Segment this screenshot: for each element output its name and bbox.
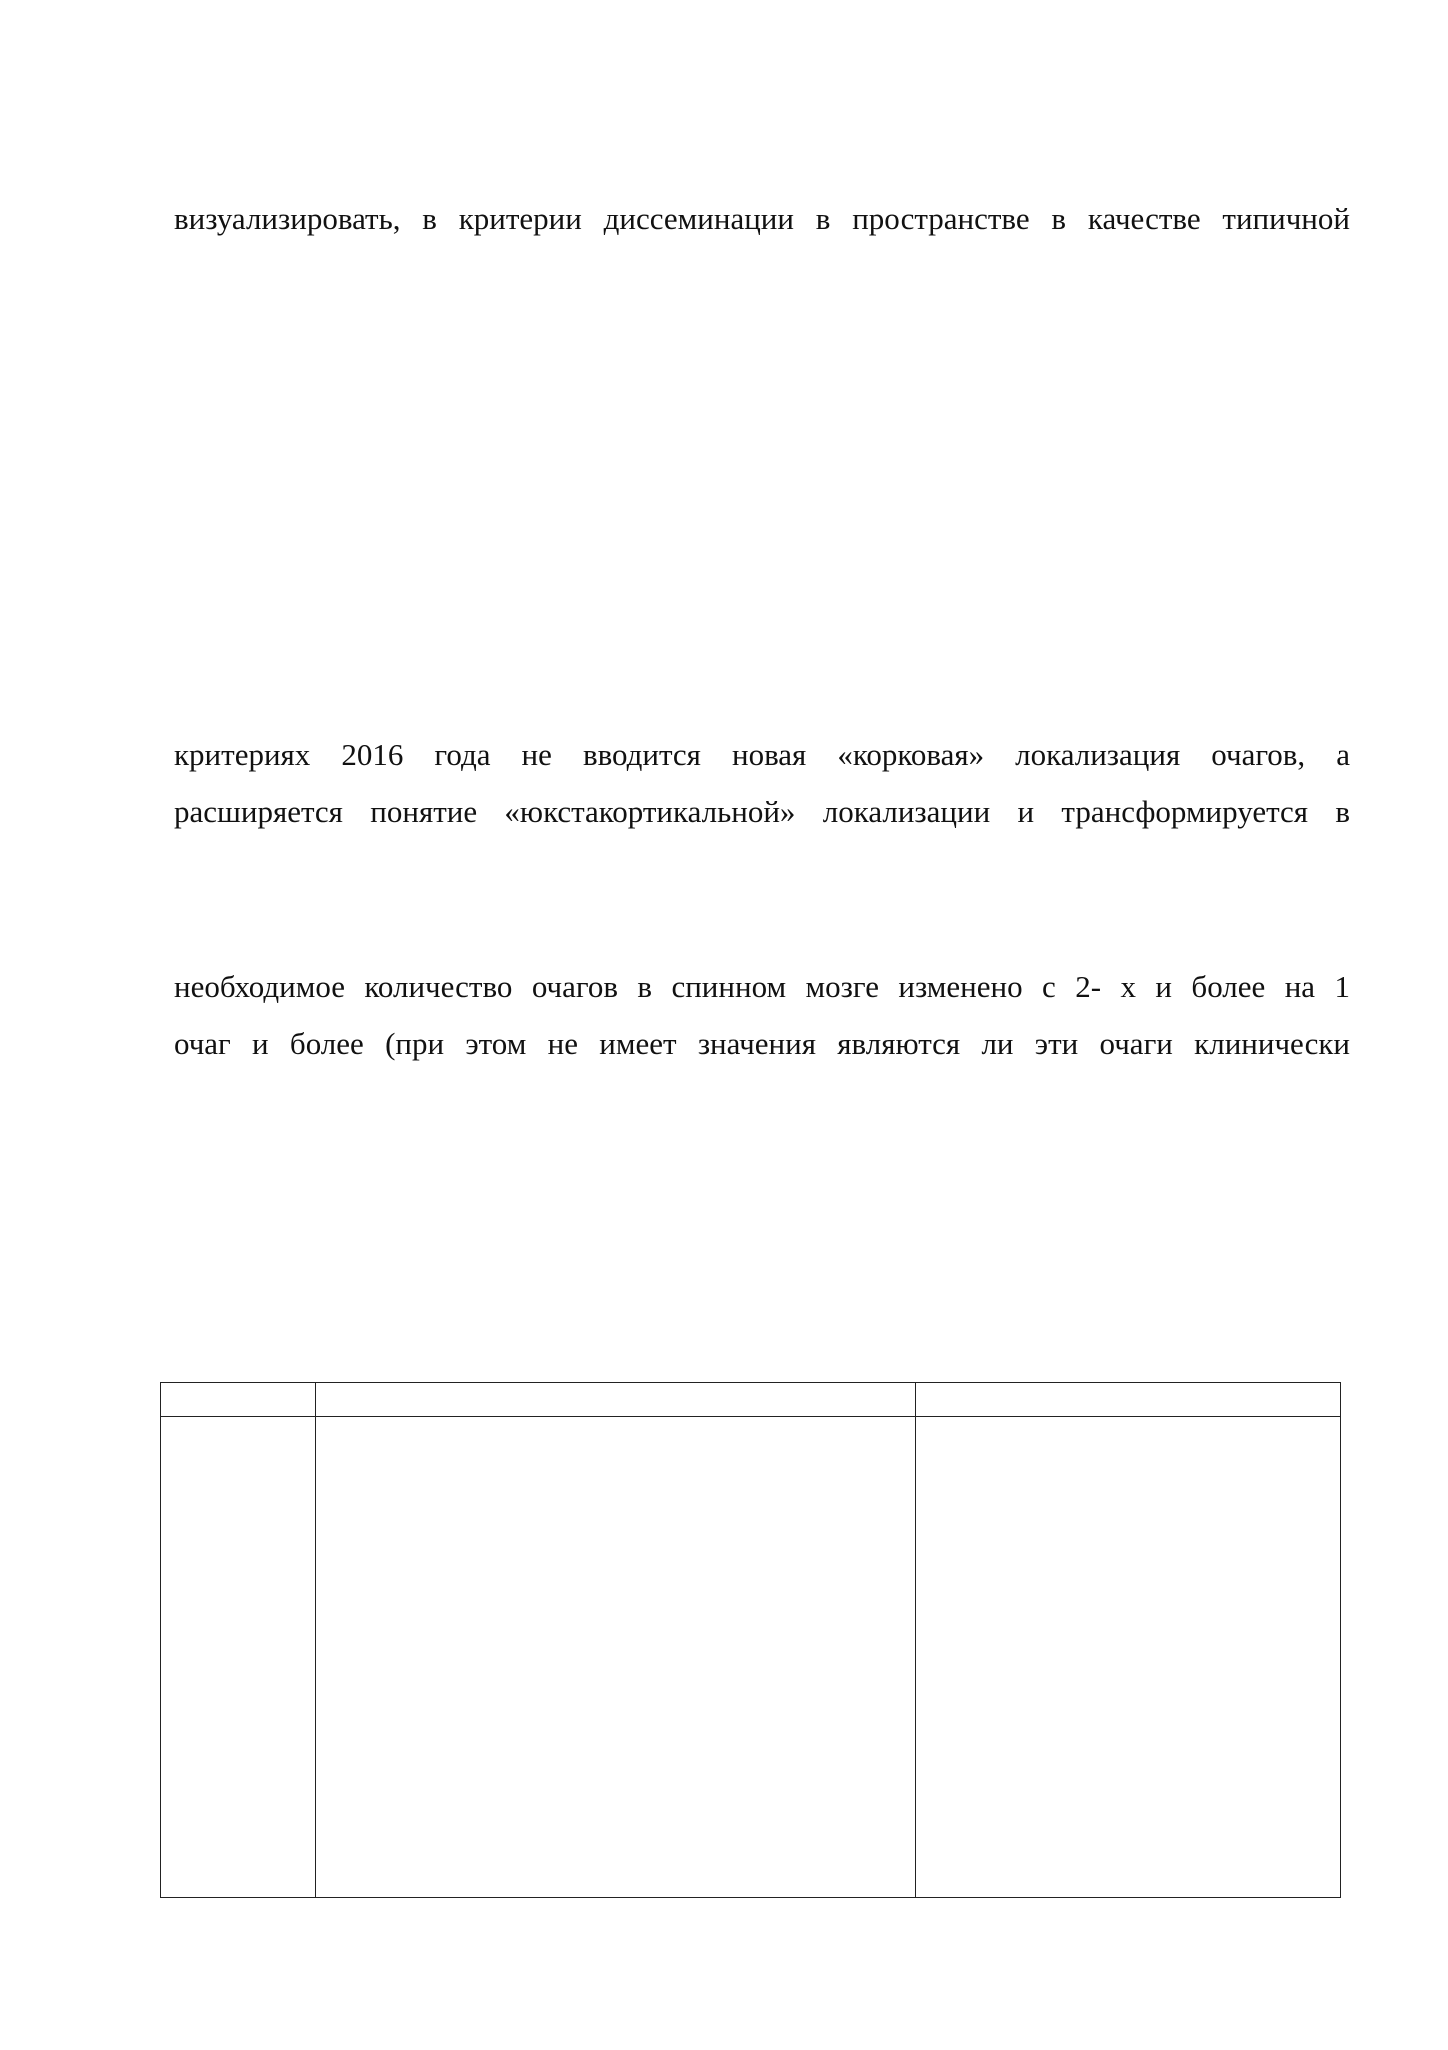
table-header-cell: [161, 1383, 316, 1417]
paragraph-line: визуализировать, в критерии диссеминации в пространстве в качестве типичной: [174, 201, 1350, 236]
table-header-cell: [916, 1383, 1341, 1417]
table-cell: [316, 1417, 916, 1898]
empty-table: [160, 1382, 1341, 1898]
paragraph-line: расширяется понятие «юкстакортикальной» локализации и трансформируется в: [174, 794, 1350, 829]
paragraph-line: критериях 2016 года не вводится новая «корковая» локализация очагов, а: [174, 737, 1350, 772]
table-header-row: [161, 1383, 1341, 1417]
table-cell: [161, 1417, 316, 1898]
paragraph-line: необходимое количество очагов в спинном мозге изменено с 2- х и более на 1: [174, 969, 1350, 1004]
table-cell: [916, 1417, 1341, 1898]
table-header-cell: [316, 1383, 916, 1417]
table-row: [161, 1417, 1341, 1898]
paragraph-line: очаг и более (при этом не имеет значения являются ли эти очаги клинически: [174, 1026, 1350, 1061]
